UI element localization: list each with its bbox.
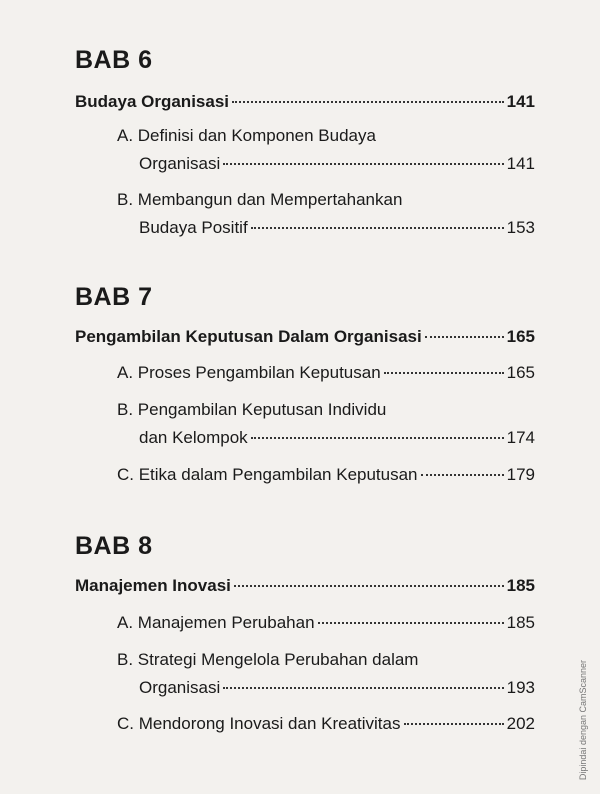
dot-leader <box>232 101 504 103</box>
toc-entry-8a[interactable] <box>117 613 535 633</box>
toc-entry-8c[interactable] <box>117 714 535 734</box>
chapter-title: Budaya Organisasi <box>75 92 230 111</box>
page-number: 165 <box>506 363 535 382</box>
entry-title: A. Proses Pengambilan Keputusan <box>117 363 381 382</box>
chapter-title: Pengambilan Keputusan Dalam Organisasi <box>75 327 422 346</box>
page-number: 141 <box>506 92 535 111</box>
bab-6-heading: BAB 6 <box>75 46 153 74</box>
dot-leader <box>234 585 504 587</box>
entry-title-cont: Budaya Positif <box>139 218 248 237</box>
toc-entry-budaya-organisasi[interactable] <box>75 92 535 112</box>
page-number: 185 <box>506 576 535 595</box>
entry-title-cont: Organisasi <box>139 678 221 697</box>
dot-leader <box>223 163 503 165</box>
dot-leader <box>384 372 504 374</box>
page-number: 141 <box>506 154 535 173</box>
toc-entry-7c[interactable] <box>117 465 535 485</box>
dot-leader <box>251 227 504 229</box>
dot-leader <box>251 437 504 439</box>
page-number: 153 <box>506 218 535 237</box>
dot-leader <box>223 687 503 689</box>
toc-entry-6a[interactable] <box>117 154 535 174</box>
bab-8-heading: BAB 8 <box>75 532 153 560</box>
dot-leader <box>425 336 504 338</box>
page-number: 165 <box>506 327 535 346</box>
toc-entry-7a[interactable] <box>117 363 535 383</box>
toc-entry-7b-line1[interactable]: B. Pengambilan Keputusan Individu <box>117 400 387 419</box>
page-number: 174 <box>506 428 535 447</box>
toc-entry-manajemen-inovasi[interactable] <box>75 576 535 596</box>
toc-entry-7b[interactable] <box>117 428 535 448</box>
entry-title: A. Manajemen Perubahan <box>117 613 315 632</box>
toc-entry-pengambilan-keputusan[interactable] <box>75 327 535 347</box>
toc-entry-6a-line1[interactable]: A. Definisi dan Komponen Budaya <box>117 126 376 145</box>
page-number: 179 <box>506 465 535 484</box>
scanner-watermark: Dipindai dengan CamScanner <box>578 660 588 781</box>
toc-entry-6b-line1[interactable]: B. Membangun dan Mempertahankan <box>117 190 403 209</box>
bab-7-heading: BAB 7 <box>75 283 153 311</box>
dot-leader <box>404 723 504 725</box>
toc-entry-8b[interactable] <box>117 678 535 698</box>
entry-title: C. Etika dalam Pengambilan Keputusan <box>117 465 418 484</box>
entry-title-cont: Organisasi <box>139 154 221 173</box>
page-number: 202 <box>506 714 535 733</box>
page-number: 193 <box>506 678 535 697</box>
page-number: 185 <box>506 613 535 632</box>
toc-entry-8b-line1[interactable]: B. Strategi Mengelola Perubahan dalam <box>117 650 419 669</box>
entry-title: C. Mendorong Inovasi dan Kreativitas <box>117 714 401 733</box>
toc-entry-6b[interactable] <box>117 218 535 238</box>
chapter-title: Manajemen Inovasi <box>75 576 231 595</box>
entry-title-cont: dan Kelompok <box>139 428 248 447</box>
dot-leader <box>318 622 504 624</box>
dot-leader <box>421 474 504 476</box>
